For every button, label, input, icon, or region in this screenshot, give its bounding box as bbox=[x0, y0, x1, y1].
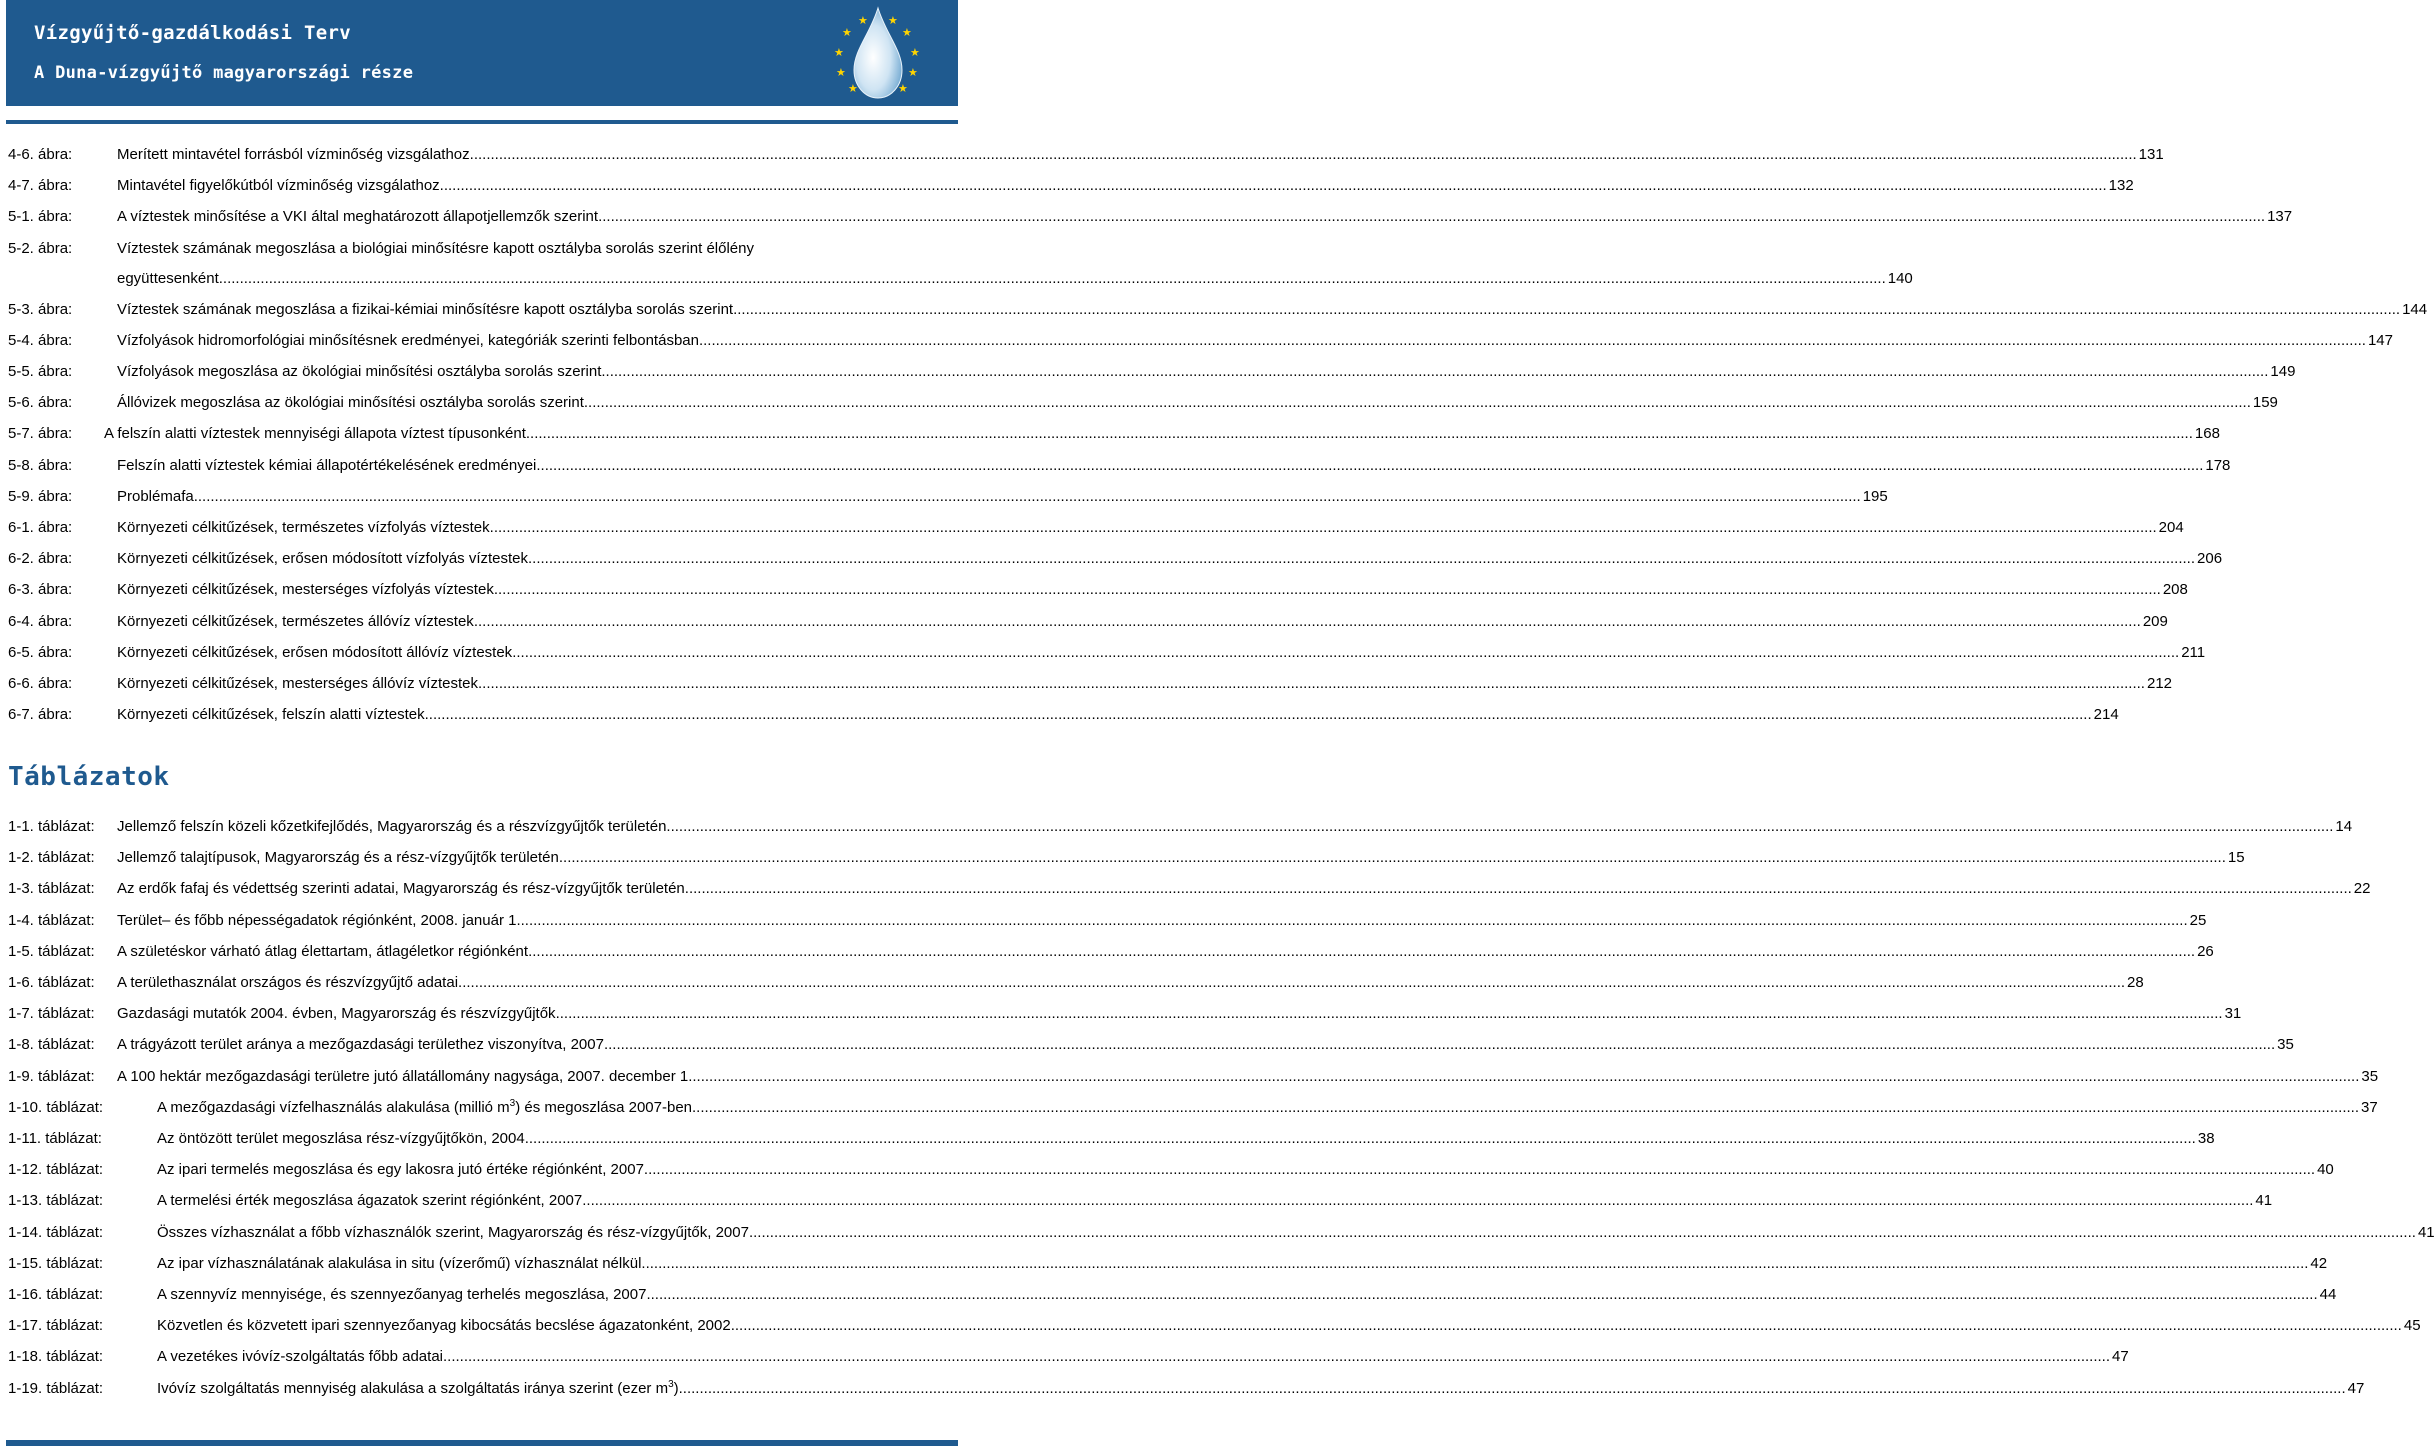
tables-title-line bbox=[157, 1161, 2334, 1179]
header-title: Vízgyűjtő-gazdálkodási Terv bbox=[34, 22, 351, 44]
tables-title: Az ipar vízhasználatának alakulása in situ (vízerőmű) vízhasználat nélkül bbox=[157, 1254, 642, 1272]
tables-page-number: 47 bbox=[2112, 1348, 2129, 1366]
tables-title: Az ipari termelés megoszlása és egy lakosra jutó értéke régiónként, 2007. bbox=[157, 1161, 649, 1179]
figures-title-line bbox=[117, 331, 2393, 350]
tables-title-line bbox=[157, 1254, 2328, 1273]
figures-leader-dots: ................................................................................................................................................................................................................................................................................................................................................................................................................ bbox=[601, 363, 2269, 380]
figures-title-line bbox=[117, 643, 2206, 662]
svg-text:★: ★ bbox=[848, 82, 858, 95]
figures-leader-dots: ................................................................................................................................................................................................................................................................................................................................................................................................................ bbox=[493, 581, 2161, 599]
figures-title: Környezeti célkitűzések, erősen módosított vízfolyás víztestek bbox=[117, 550, 529, 568]
tables-title: Összes vízhasználat a főbb vízhasználók szerint, Magyarország és rész-vízgyűjtők, 2007 bbox=[157, 1223, 749, 1241]
figures-page-number: 214 bbox=[2093, 706, 2119, 724]
svg-text:★: ★ bbox=[858, 14, 868, 27]
tables-title-line bbox=[117, 1005, 2242, 1023]
header-subtitle: A Duna-vízgyűjtő magyarországi része bbox=[34, 63, 414, 83]
figures-leader-dots: ................................................................................................................................................................................................................................................................................................................................................................................................................ bbox=[477, 675, 2145, 692]
tables-number: 1-13. táblázat: bbox=[8, 1192, 104, 1210]
figures-leader-dots: ................................................................................................................................................................................................................................................................................................................................................................................................................ bbox=[583, 394, 2251, 412]
tables-title: Gazdasági mutatók 2004. évben, Magyarország és részvízgyűjtők bbox=[117, 1005, 556, 1023]
tables-leader-dots: ................................................................................................................................................................................................................................................................................................................................................................................................................ bbox=[692, 1067, 2360, 1085]
figures-page-number: 206 bbox=[2197, 550, 2223, 568]
tables-title: A vezetékes ivóvíz-szolgáltatás főbb adatai bbox=[157, 1348, 443, 1366]
figures-title: A víztestek minősítése a VKI által meghatározott állapotjellemzők szerint bbox=[117, 208, 599, 226]
tables-title-line bbox=[117, 911, 2207, 930]
page-header bbox=[6, 0, 958, 106]
tables-title: Ivóvíz szolgáltatás mennyiség alakulása a szolgáltatás iránya szerint (ezer $m^3$) bbox=[157, 1378, 679, 1397]
figures-title: Problémafa bbox=[117, 487, 194, 505]
figures-page-number: 159 bbox=[2252, 394, 2278, 412]
tables-title-line bbox=[157, 1378, 2365, 1398]
tables-title: Jellemző talajtípusok, Magyarország és a rész-vízgyűjtők területén bbox=[117, 849, 559, 867]
figures-leader-dots: ................................................................................................................................................................................................................................................................................................................................................................................................................ bbox=[698, 331, 2366, 349]
tables-title-line bbox=[157, 1130, 2215, 1148]
tables-title: A születéskor várható átlag élettartam, átlagéletkor régiónként bbox=[117, 942, 529, 960]
figures-page-number: 208 bbox=[2162, 581, 2188, 599]
figures-number: 6-2. ábra: bbox=[8, 550, 73, 568]
tables-number: 1-12. táblázat: bbox=[8, 1161, 104, 1179]
tables-page-number: 44 bbox=[2319, 1286, 2337, 1303]
tables-title-superscript: 3 bbox=[668, 1378, 674, 1390]
tables-page-number: 31 bbox=[2224, 1005, 2242, 1023]
tables-title: Terület– és főbb népességadatok régiónként, 2008. január 1. bbox=[117, 911, 521, 929]
figures-leader-dots: ................................................................................................................................................................................................................................................................................................................................................................................................................ bbox=[598, 208, 2266, 226]
tables-page-number: 15 bbox=[2227, 849, 2245, 867]
tables-page-number: 47 bbox=[2347, 1379, 2365, 1397]
figures-page-number: 204 bbox=[2158, 519, 2184, 536]
tables-title-suffix: ) bbox=[673, 1379, 679, 1397]
tables-title-line bbox=[117, 1036, 2294, 1054]
figures-leader-dots: ................................................................................................................................................................................................................................................................................................................................................................................................................ bbox=[473, 612, 2141, 630]
figures-page-number: 144 bbox=[2402, 300, 2428, 318]
svg-text:★: ★ bbox=[842, 26, 852, 39]
tables-number: 1-9. táblázat: bbox=[8, 1067, 95, 1085]
figures-number: 6-1. ábra: bbox=[8, 519, 73, 536]
tables-page-number: 28 bbox=[2127, 974, 2144, 991]
tables-leader-dots: ................................................................................................................................................................................................................................................................................................................................................................................................................ bbox=[684, 880, 2352, 898]
tables-leader-dots: ................................................................................................................................................................................................................................................................................................................................................................................................................ bbox=[586, 1192, 2254, 1210]
figures-title: Környezeti célkitűzések, természetes vízfolyás víztestek bbox=[117, 519, 490, 536]
svg-text:★: ★ bbox=[902, 26, 912, 39]
tables-title: A termelési érték megoszlása ágazatok szerint régiónként, 2007. bbox=[157, 1192, 587, 1210]
tables-page-number: 35 bbox=[2277, 1036, 2294, 1054]
tables-number: 1-3. táblázat: bbox=[8, 880, 95, 898]
tables-leader-dots: ................................................................................................................................................................................................................................................................................................................................................................................................................ bbox=[641, 1254, 2309, 1272]
tables-number: 1-2. táblázat: bbox=[8, 849, 95, 867]
figures-page-number: 212 bbox=[2146, 675, 2173, 692]
figures-number: 5-6. ábra: bbox=[8, 394, 73, 412]
tables-leader-dots: ................................................................................................................................................................................................................................................................................................................................................................................................................ bbox=[555, 1005, 2223, 1023]
figures-leader-dots: ................................................................................................................................................................................................................................................................................................................................................................................................................ bbox=[528, 550, 2196, 568]
figures-title-line bbox=[117, 550, 2223, 568]
figures-title-line bbox=[117, 208, 2293, 226]
tables-title-line bbox=[117, 1067, 2379, 1086]
figures-leader-dots: ................................................................................................................................................................................................................................................................................................................................................................................................................ bbox=[536, 456, 2204, 474]
tables-leader-dots: ................................................................................................................................................................................................................................................................................................................................................................................................................ bbox=[608, 1036, 2276, 1054]
tables-title: A szennyvíz mennyisége, és szennyezőanyag terhelés megoszlása, 2007. bbox=[157, 1286, 651, 1303]
tables-leader-dots: ................................................................................................................................................................................................................................................................................................................................................................................................................ bbox=[692, 1098, 2360, 1116]
figures-title: Víztestek számának megoszlása a biológiai minősítésre kapott osztályba sorolás szerint élőlény bbox=[117, 239, 754, 257]
tables-number: 1-7. táblázat: bbox=[8, 1005, 95, 1023]
tables-page-number: 40 bbox=[2317, 1161, 2334, 1179]
tables-title: Jellemző felszín közeli kőzetkifejlődés, Magyarország és a részvízgyűjtők területén bbox=[117, 818, 667, 835]
tables-title-line bbox=[157, 1317, 2421, 1335]
figures-page-number: 211 bbox=[2181, 643, 2206, 661]
figures-page-number: 140 bbox=[1887, 269, 1913, 287]
tables-number: 1-17. táblázat: bbox=[8, 1317, 104, 1335]
svg-text:★: ★ bbox=[910, 46, 920, 59]
svg-text:★: ★ bbox=[836, 66, 846, 79]
tables-number: 1-1. táblázat: bbox=[8, 818, 95, 835]
figures-page-number: 209 bbox=[2142, 612, 2168, 630]
tables-number: 1-14. táblázat: bbox=[8, 1223, 104, 1241]
tables-title-line bbox=[157, 1348, 2129, 1366]
water-drop-eu-stars-logo bbox=[818, 4, 938, 104]
tables-title-line bbox=[117, 974, 2144, 992]
figures-title-line bbox=[117, 612, 2168, 631]
tables-title: Közvetlen és közvetett ipari szennyezőanyag kibocsátás becslése ágazatonként, 2002. bbox=[157, 1317, 735, 1335]
figures-number: 5-9. ábra: bbox=[8, 487, 73, 505]
figures-title: együttesenként bbox=[117, 269, 219, 287]
figures-title-line bbox=[117, 581, 2188, 599]
tables-leader-dots: ................................................................................................................................................................................................................................................................................................................................................................................................................ bbox=[650, 1286, 2318, 1303]
tables-leader-dots: ................................................................................................................................................................................................................................................................................................................................................................................................................ bbox=[458, 974, 2126, 991]
figures-title-line bbox=[117, 269, 1913, 288]
figures-number: 5-4. ábra: bbox=[8, 331, 73, 349]
tables-title: A mezőgazdasági vízfelhasználás alakulása (millió $m^3$) és megoszlása 2007-ben bbox=[157, 1097, 693, 1116]
figures-title: Környezeti célkitűzések, mesterséges állóvíz víztestek bbox=[117, 675, 478, 692]
tables-number: 1-11. táblázat: bbox=[8, 1130, 102, 1147]
tables-heading: Táblázatok bbox=[8, 762, 170, 792]
tables-leader-dots: ................................................................................................................................................................................................................................................................................................................................................................................................................ bbox=[558, 849, 2226, 867]
footer-rule bbox=[6, 1440, 958, 1446]
tables-page-number: 35 bbox=[2361, 1067, 2379, 1085]
figures-number: 6-4. ábra: bbox=[8, 612, 73, 630]
tables-leader-dots: ................................................................................................................................................................................................................................................................................................................................................................................................................ bbox=[678, 1379, 2346, 1397]
figures-number: 6-3. ábra: bbox=[8, 581, 73, 599]
tables-page-number: 38 bbox=[2197, 1130, 2215, 1147]
tables-number: 1-5. táblázat: bbox=[8, 942, 95, 960]
tables-leader-dots: ................................................................................................................................................................................................................................................................................................................................................................................................................ bbox=[520, 911, 2188, 929]
tables-leader-dots: ................................................................................................................................................................................................................................................................................................................................................................................................................ bbox=[528, 1130, 2196, 1147]
svg-text:★: ★ bbox=[834, 46, 844, 59]
figures-title: Környezeti célkitűzések, mesterséges vízfolyás víztestek bbox=[117, 581, 494, 599]
figures-title-line bbox=[117, 675, 2173, 693]
figures-leader-dots: ................................................................................................................................................................................................................................................................................................................................................................................................................ bbox=[525, 425, 2193, 443]
tables-page-number: 41 bbox=[2417, 1223, 2435, 1241]
figures-title-line bbox=[117, 706, 2119, 724]
tables-title-line bbox=[157, 1192, 2273, 1210]
figures-page-number: 147 bbox=[2367, 331, 2393, 349]
tables-number: 1-18. táblázat: bbox=[8, 1348, 104, 1366]
figures-leader-dots: ................................................................................................................................................................................................................................................................................................................................................................................................................ bbox=[193, 487, 1861, 505]
tables-page-number: 26 bbox=[2197, 942, 2214, 960]
tables-title: A területhasználat országos és részvízgyűjtő adatai bbox=[117, 974, 459, 991]
figures-number: 4-7. ábra: bbox=[8, 177, 73, 195]
tables-title: A trágyázott terület aránya a mezőgazdasági területhez viszonyítva, 2007. bbox=[117, 1036, 609, 1054]
figures-title-line bbox=[117, 394, 2278, 412]
figures-number: 4-6. ábra: bbox=[8, 146, 73, 163]
figures-title-line bbox=[117, 519, 2184, 537]
tables-title-line bbox=[117, 942, 2214, 961]
tables-leader-dots: ................................................................................................................................................................................................................................................................................................................................................................................................................ bbox=[666, 818, 2334, 835]
figures-page-number: 137 bbox=[2267, 208, 2293, 226]
tables-page-number: 25 bbox=[2189, 911, 2207, 929]
svg-text:★: ★ bbox=[908, 66, 918, 79]
tables-title-line bbox=[117, 818, 2353, 836]
figures-title: Környezeti célkitűzések, természetes állóvíz víztestek bbox=[117, 612, 474, 630]
figures-title: A felszín alatti víztestek mennyiségi állapota víztest típusonként bbox=[104, 425, 526, 443]
figures-number: 5-2. ábra: bbox=[8, 239, 73, 257]
tables-title-line bbox=[117, 849, 2245, 867]
figures-title-line bbox=[104, 425, 2220, 443]
figures-page-number: 132 bbox=[2108, 177, 2134, 195]
figures-leader-dots: ................................................................................................................................................................................................................................................................................................................................................................................................................ bbox=[733, 300, 2401, 318]
tables-page-number: 22 bbox=[2353, 880, 2371, 898]
figures-title: Környezeti célkitűzések, felszín alatti víztestek bbox=[117, 706, 425, 724]
figures-number: 5-5. ábra: bbox=[8, 363, 73, 380]
figures-leader-dots: ................................................................................................................................................................................................................................................................................................................................................................................................................ bbox=[512, 643, 2180, 661]
tables-leader-dots: ................................................................................................................................................................................................................................................................................................................................................................................................................ bbox=[443, 1348, 2110, 1366]
figures-title: Víztestek számának megoszlása a fizikai-kémiai minősítésre kapott osztályba sorolás szerint bbox=[117, 300, 734, 318]
figures-number: 6-6. ábra: bbox=[8, 675, 73, 692]
tables-leader-dots: ................................................................................................................................................................................................................................................................................................................................................................................................................ bbox=[734, 1317, 2402, 1335]
tables-number: 1-15. táblázat: bbox=[8, 1254, 104, 1272]
figures-title-line bbox=[117, 177, 2134, 195]
tables-title-line bbox=[117, 880, 2371, 898]
tables-page-number: 37 bbox=[2361, 1098, 2378, 1116]
figures-number: 5-7. ábra: bbox=[8, 425, 73, 443]
figures-title: Állóvizek megoszlása az ökológiai minősítési osztályba sorolás szerint bbox=[117, 394, 584, 412]
figures-title: Környezeti célkitűzések, erősen módosított állóvíz víztestek bbox=[117, 643, 513, 661]
tables-number: 1-4. táblázat: bbox=[8, 911, 95, 929]
tables-number: 1-8. táblázat: bbox=[8, 1036, 95, 1054]
tables-title-line bbox=[157, 1286, 2337, 1304]
figures-title: Vízfolyások hidromorfológiai minősítésnek eredményei, kategóriák szerinti felbontásban bbox=[117, 331, 699, 349]
tables-number: 1-6. táblázat: bbox=[8, 974, 95, 991]
figures-title-line bbox=[117, 146, 2164, 164]
header-rule bbox=[6, 120, 958, 124]
tables-page-number: 42 bbox=[2310, 1254, 2328, 1272]
figures-leader-dots: ................................................................................................................................................................................................................................................................................................................................................................................................................ bbox=[439, 177, 2107, 195]
tables-number: 1-19. táblázat: bbox=[8, 1379, 104, 1397]
tables-title-superscript: 3 bbox=[509, 1097, 516, 1109]
tables-title: Az erdők fafaj és védettség szerinti adatai, Magyarország és rész-vízgyűjtők területén bbox=[117, 880, 685, 898]
svg-text:★: ★ bbox=[898, 82, 908, 95]
tables-leader-dots: ................................................................................................................................................................................................................................................................................................................................................................................................................ bbox=[648, 1161, 2316, 1179]
tables-leader-dots: ................................................................................................................................................................................................................................................................................................................................................................................................................ bbox=[748, 1223, 2416, 1241]
figures-title-line bbox=[117, 363, 2296, 381]
figures-title-line bbox=[117, 300, 2428, 319]
figures-page-number: 178 bbox=[2205, 456, 2231, 474]
figures-title: Mintavétel figyelőkútból vízminőség vizsgálathoz bbox=[117, 177, 440, 195]
figures-page-number: 195 bbox=[1862, 487, 1888, 505]
figures-number: 5-3. ábra: bbox=[8, 300, 73, 318]
tables-number: 1-10. táblázat: bbox=[8, 1098, 104, 1116]
tables-title-line bbox=[157, 1097, 2378, 1117]
tables-leader-dots: ................................................................................................................................................................................................................................................................................................................................................................................................................ bbox=[528, 942, 2196, 960]
figures-number: 5-8. ábra: bbox=[8, 456, 73, 474]
figures-number: 5-1. ábra: bbox=[8, 208, 73, 226]
tables-title: Az öntözött terület megoszlása rész-vízgyűjtőkön, 2004. bbox=[157, 1130, 529, 1147]
tables-title-suffix: ) és megoszlása 2007-ben bbox=[515, 1098, 693, 1116]
figures-title-line bbox=[117, 456, 2231, 475]
tables-page-number: 14 bbox=[2335, 818, 2353, 835]
tables-page-number: 45 bbox=[2403, 1317, 2421, 1335]
figures-leader-dots: ................................................................................................................................................................................................................................................................................................................................................................................................................ bbox=[424, 706, 2092, 724]
figures-number: 6-5. ábra: bbox=[8, 643, 73, 661]
figures-title: Vízfolyások megoszlása az ökológiai minősítési osztályba sorolás szerint bbox=[117, 363, 602, 380]
figures-leader-dots: ................................................................................................................................................................................................................................................................................................................................................................................................................ bbox=[469, 146, 2137, 163]
figures-leader-dots: ................................................................................................................................................................................................................................................................................................................................................................................................................ bbox=[218, 269, 1886, 287]
figures-page-number: 168 bbox=[2194, 425, 2220, 443]
tables-title-line bbox=[157, 1223, 2435, 1242]
figures-title: Felszín alatti víztestek kémiai állapotértékelésének eredményei bbox=[117, 456, 537, 474]
figures-leader-dots: ................................................................................................................................................................................................................................................................................................................................................................................................................ bbox=[489, 519, 2157, 536]
figures-number: 6-7. ábra: bbox=[8, 706, 73, 724]
figures-title-line bbox=[117, 487, 1888, 506]
tables-page-number: 41 bbox=[2255, 1192, 2273, 1210]
svg-text:★: ★ bbox=[888, 14, 898, 27]
tables-number: 1-16. táblázat: bbox=[8, 1286, 104, 1303]
tables-title: A 100 hektár mezőgazdasági területre jutó állatállomány nagysága, 2007. december 1. bbox=[117, 1067, 693, 1085]
figures-page-number: 149 bbox=[2270, 363, 2296, 380]
figures-page-number: 131 bbox=[2138, 146, 2164, 163]
figures-title: Merített mintavétel forrásból vízminőség vizsgálathoz bbox=[117, 146, 470, 163]
